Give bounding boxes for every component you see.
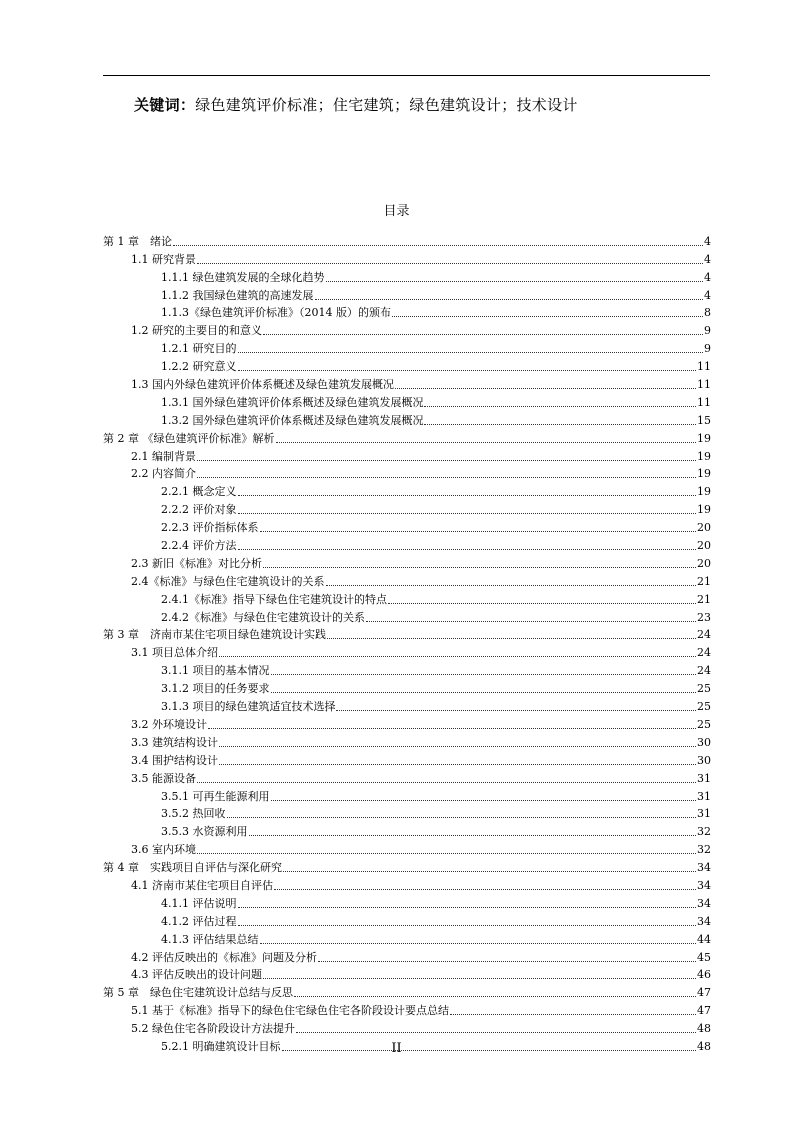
toc-entry-page: 32 bbox=[697, 843, 711, 857]
toc-entry[interactable] bbox=[103, 625, 711, 643]
toc-entry-title: 第 2 章 《绿色建筑评价标准》解析 bbox=[103, 431, 275, 445]
toc-entry[interactable] bbox=[103, 804, 711, 822]
toc-entry-page: 11 bbox=[697, 395, 711, 409]
toc-entry-title: 第 3 章 济南市某住宅项目绿色建筑设计实践 bbox=[103, 628, 326, 642]
toc-entry-title: 第 1 章 绪论 bbox=[103, 234, 172, 248]
toc-entry-page: 30 bbox=[697, 753, 711, 767]
toc-leader-dots bbox=[197, 460, 696, 461]
toc-entry[interactable] bbox=[103, 571, 711, 589]
toc-leader-dots bbox=[388, 603, 696, 604]
toc-entry-title: 3.5.3 水资源利用 bbox=[161, 825, 248, 839]
toc-entry[interactable] bbox=[103, 750, 711, 768]
toc-entry-title: 3.1.1 项目的基本情况 bbox=[161, 664, 270, 678]
toc-entry-title: 2.2.3 评价指标体系 bbox=[161, 521, 259, 535]
toc-entry-title: 2.4.1《标准》指导下绿色住宅建筑设计的特点 bbox=[161, 592, 387, 606]
toc-leader-dots bbox=[424, 406, 696, 407]
toc-leader-dots bbox=[326, 281, 704, 282]
toc-leader-dots bbox=[238, 549, 697, 550]
toc-entry-page: 20 bbox=[697, 539, 711, 553]
toc-entry-page: 20 bbox=[697, 556, 711, 570]
toc-leader-dots bbox=[249, 835, 697, 836]
toc-entry-title: 3.5.1 可再生能源利用 bbox=[161, 789, 270, 803]
toc-entry-page: 15 bbox=[697, 413, 711, 427]
toc-leader-dots bbox=[263, 334, 703, 335]
toc-entry[interactable] bbox=[103, 696, 711, 714]
toc-leader-dots bbox=[326, 585, 697, 586]
toc-entry-title: 1.1.2 我国绿色建筑的高速发展 bbox=[161, 288, 314, 302]
toc-entry-page: 44 bbox=[697, 932, 711, 946]
toc-leader-dots bbox=[315, 299, 704, 300]
toc-entry-page: 9 bbox=[704, 324, 711, 338]
toc-entry-title: 3.6 室内环境 bbox=[131, 843, 196, 857]
toc-leader-dots bbox=[219, 764, 696, 765]
toc-entry[interactable] bbox=[103, 356, 711, 374]
toc-leader-dots bbox=[238, 925, 697, 926]
toc-entry-title: 3.3 建筑结构设计 bbox=[131, 735, 218, 749]
toc-leader-dots bbox=[219, 746, 696, 747]
toc-entry[interactable] bbox=[103, 374, 711, 392]
toc-entry-page: 25 bbox=[697, 682, 711, 696]
toc-entry-page: 19 bbox=[697, 449, 711, 463]
toc-leader-dots bbox=[197, 477, 696, 478]
toc-entry[interactable] bbox=[103, 660, 711, 678]
toc-entry-title: 第 5 章 绿色住宅建筑设计总结与反思 bbox=[103, 986, 293, 1000]
toc-entry[interactable] bbox=[103, 249, 711, 267]
toc-entry-title: 第 4 章 实践项目自评估与深化研究 bbox=[103, 861, 282, 875]
toc-leader-dots bbox=[238, 352, 704, 353]
toc-entry[interactable] bbox=[103, 267, 711, 285]
toc-entry-title: 3.1.3 项目的绿色建筑适宜技术选择 bbox=[161, 700, 336, 714]
toc-entry-page: 47 bbox=[697, 986, 711, 1000]
toc-entry[interactable] bbox=[103, 285, 711, 303]
toc-entry-page: 34 bbox=[697, 914, 711, 928]
toc-entry-title: 5.1 基于《标准》指导下的绿色住宅绿色住宅各阶段设计要点总结 bbox=[131, 1004, 449, 1018]
toc-entry-title: 1.3 国内外绿色建筑评价体系概述及绿色建筑发展概况 bbox=[131, 378, 394, 392]
toc-entry[interactable] bbox=[103, 911, 711, 929]
toc-entry[interactable] bbox=[103, 607, 711, 625]
toc-entry-title: 5.2.1 明确建筑设计目标 bbox=[161, 1039, 281, 1053]
toc-entry[interactable] bbox=[103, 678, 711, 696]
toc-leader-dots bbox=[263, 567, 696, 568]
toc-entry[interactable] bbox=[103, 732, 711, 750]
toc-entry-page: 4 bbox=[704, 288, 711, 302]
toc-leader-dots bbox=[271, 692, 697, 693]
toc-entry-title: 1.1.1 绿色建筑发展的全球化趋势 bbox=[161, 270, 325, 284]
toc-entry-page: 47 bbox=[697, 1004, 711, 1018]
toc-entry-page: 21 bbox=[697, 592, 711, 606]
toc-entry-title: 1.2 研究的主要目的和意义 bbox=[131, 324, 262, 338]
page-number: II bbox=[391, 1041, 402, 1056]
toc-entry-title: 4.2 评估反映出的《标准》问题及分析 bbox=[131, 950, 317, 964]
toc-leader-dots bbox=[238, 370, 697, 371]
toc-leader-dots bbox=[260, 943, 697, 944]
toc-entry-title: 1.2.2 研究意义 bbox=[161, 360, 237, 374]
toc-leader-dots bbox=[395, 388, 696, 389]
keywords-text: 绿色建筑评价标准；住宅建筑；绿色建筑设计；技术设计 bbox=[195, 96, 578, 114]
toc-entry[interactable] bbox=[103, 320, 711, 338]
toc-entry-title: 2.4.2《标准》与绿色住宅建筑设计的关系 bbox=[161, 610, 365, 624]
table-of-contents bbox=[103, 231, 711, 1054]
toc-entry-title: 2.4《标准》与绿色住宅建筑设计的关系 bbox=[131, 574, 325, 588]
keywords-label: 关键词： bbox=[134, 96, 196, 114]
toc-entry-title: 2.2 内容简介 bbox=[131, 467, 196, 481]
toc-leader-dots bbox=[197, 782, 696, 783]
toc-entry-page: 20 bbox=[697, 521, 711, 535]
toc-leader-dots bbox=[296, 1032, 696, 1033]
toc-entry-page: 48 bbox=[697, 1039, 711, 1053]
toc-entry-page: 23 bbox=[697, 610, 711, 624]
toc-entry[interactable] bbox=[103, 499, 711, 517]
toc-leader-dots bbox=[366, 621, 696, 622]
toc-entry[interactable] bbox=[103, 481, 711, 499]
toc-leader-dots bbox=[263, 978, 696, 979]
toc-entry-page: 19 bbox=[697, 503, 711, 517]
toc-entry-title: 4.3 评估反映出的设计问题 bbox=[131, 968, 262, 982]
toc-entry-title: 2.3 新旧《标准》对比分析 bbox=[131, 556, 262, 570]
toc-leader-dots bbox=[283, 871, 696, 872]
toc-entry-title: 4.1.2 评估过程 bbox=[161, 914, 237, 928]
toc-leader-dots bbox=[173, 245, 703, 246]
toc-entry[interactable] bbox=[103, 965, 711, 983]
toc-entry-title: 4.1 济南市某住宅项目自评估 bbox=[131, 878, 273, 892]
toc-entry[interactable] bbox=[103, 875, 711, 893]
toc-entry-title: 1.2.1 研究目的 bbox=[161, 342, 237, 356]
toc-entry[interactable] bbox=[103, 786, 711, 804]
toc-entry-page: 4 bbox=[704, 234, 711, 248]
toc-entry-title: 2.2.2 评价对象 bbox=[161, 503, 237, 517]
toc-entry-page: 31 bbox=[697, 789, 711, 803]
toc-entry[interactable] bbox=[103, 857, 711, 875]
toc-entry-title: 3.5.2 热回收 bbox=[161, 807, 226, 821]
toc-leader-dots bbox=[238, 907, 697, 908]
toc-leader-dots bbox=[392, 316, 703, 317]
toc-entry[interactable] bbox=[103, 821, 711, 839]
toc-leader-dots bbox=[197, 853, 696, 854]
header-rule bbox=[103, 75, 710, 76]
toc-entry[interactable] bbox=[103, 410, 711, 428]
toc-leader-dots bbox=[219, 656, 696, 657]
toc-entry-page: 8 bbox=[704, 306, 711, 320]
toc-entry[interactable] bbox=[103, 535, 711, 553]
toc-leader-dots bbox=[318, 961, 696, 962]
toc-entry-title: 3.1 项目总体介绍 bbox=[131, 646, 218, 660]
toc-entry[interactable] bbox=[103, 982, 711, 1000]
toc-entry-page: 11 bbox=[697, 378, 711, 392]
toc-entry[interactable] bbox=[103, 517, 711, 535]
toc-entry-page: 31 bbox=[697, 771, 711, 785]
toc-entry-page: 24 bbox=[697, 664, 711, 678]
toc-entry-title: 1.3.1 国外绿色建筑评价体系概述及绿色建筑发展概况 bbox=[161, 395, 424, 409]
toc-entry-title: 1.1.3《绿色建筑评价标准》（2014 版）的颁布 bbox=[161, 306, 391, 320]
toc-entry[interactable] bbox=[103, 464, 711, 482]
toc-entry[interactable] bbox=[103, 428, 711, 446]
toc-entry-page: 21 bbox=[697, 574, 711, 588]
toc-entry-page: 24 bbox=[697, 646, 711, 660]
toc-entry-page: 48 bbox=[697, 1022, 711, 1036]
toc-leader-dots bbox=[424, 424, 696, 425]
toc-leader-dots bbox=[197, 263, 703, 264]
toc-entry-title: 2.1 编制背景 bbox=[131, 449, 196, 463]
toc-entry-title: 1.3.2 国外绿色建筑评价体系概述及绿色建筑发展概况 bbox=[161, 413, 424, 427]
toc-leader-dots bbox=[450, 1014, 696, 1015]
toc-entry[interactable] bbox=[103, 1000, 711, 1018]
toc-entry[interactable] bbox=[103, 947, 711, 965]
toc-entry-page: 32 bbox=[697, 825, 711, 839]
toc-entry-title: 1.1 研究背景 bbox=[131, 252, 196, 266]
toc-entry[interactable] bbox=[103, 642, 711, 660]
toc-leader-dots bbox=[260, 531, 697, 532]
toc-entry[interactable] bbox=[103, 553, 711, 571]
toc-leader-dots bbox=[271, 800, 697, 801]
toc-entry[interactable] bbox=[103, 893, 711, 911]
toc-leader-dots bbox=[274, 889, 696, 890]
toc-entry[interactable] bbox=[103, 338, 711, 356]
toc-leader-dots bbox=[227, 817, 697, 818]
toc-leader-dots bbox=[208, 728, 696, 729]
toc-entry-page: 24 bbox=[697, 628, 711, 642]
toc-entry-page: 46 bbox=[697, 968, 711, 982]
toc-entry-title: 2.2.1 概念定义 bbox=[161, 485, 237, 499]
toc-title: 目录 bbox=[383, 204, 410, 219]
toc-entry-title: 4.1.3 评估结果总结 bbox=[161, 932, 259, 946]
toc-entry[interactable] bbox=[103, 929, 711, 947]
toc-entry-page: 19 bbox=[697, 467, 711, 481]
toc-entry[interactable] bbox=[103, 392, 711, 410]
toc-entry-title: 5.2 绿色住宅各阶段设计方法提升 bbox=[131, 1022, 295, 1036]
toc-entry-page: 30 bbox=[697, 735, 711, 749]
toc-entry[interactable] bbox=[103, 303, 711, 321]
toc-entry[interactable] bbox=[103, 714, 711, 732]
toc-entry-page: 19 bbox=[697, 485, 711, 499]
toc-entry-page: 25 bbox=[697, 717, 711, 731]
toc-entry-title: 4.1.1 评估说明 bbox=[161, 896, 237, 910]
toc-entry[interactable] bbox=[103, 768, 711, 786]
toc-entry-page: 34 bbox=[697, 896, 711, 910]
toc-leader-dots bbox=[294, 996, 696, 997]
toc-entry-title: 3.1.2 项目的任务要求 bbox=[161, 682, 270, 696]
toc-entry[interactable] bbox=[103, 589, 711, 607]
toc-leader-dots bbox=[271, 674, 697, 675]
toc-entry-page: 45 bbox=[697, 950, 711, 964]
toc-leader-dots bbox=[327, 638, 696, 639]
toc-entry-page: 31 bbox=[697, 807, 711, 821]
toc-leader-dots bbox=[238, 513, 697, 514]
toc-entry-page: 9 bbox=[704, 342, 711, 356]
toc-entry[interactable] bbox=[103, 1018, 711, 1036]
toc-entry-page: 25 bbox=[697, 700, 711, 714]
toc-entry-page: 34 bbox=[697, 878, 711, 892]
toc-entry[interactable] bbox=[103, 446, 711, 464]
toc-entry-page: 4 bbox=[704, 270, 711, 284]
toc-leader-dots bbox=[238, 495, 697, 496]
toc-entry-page: 19 bbox=[697, 431, 711, 445]
toc-entry-page: 34 bbox=[697, 861, 711, 875]
toc-entry-title: 3.5 能源设备 bbox=[131, 771, 196, 785]
toc-entry[interactable] bbox=[103, 839, 711, 857]
toc-entry[interactable] bbox=[103, 231, 711, 249]
toc-entry-page: 4 bbox=[704, 252, 711, 266]
toc-entry-title: 3.4 围护结构设计 bbox=[131, 753, 218, 767]
toc-entry-page: 11 bbox=[697, 360, 711, 374]
toc-entry-title: 2.2.4 评价方法 bbox=[161, 539, 237, 553]
toc-leader-dots bbox=[276, 442, 697, 443]
toc-leader-dots bbox=[336, 710, 696, 711]
keywords-line bbox=[134, 94, 578, 115]
toc-entry-title: 3.2 外环境设计 bbox=[131, 717, 207, 731]
